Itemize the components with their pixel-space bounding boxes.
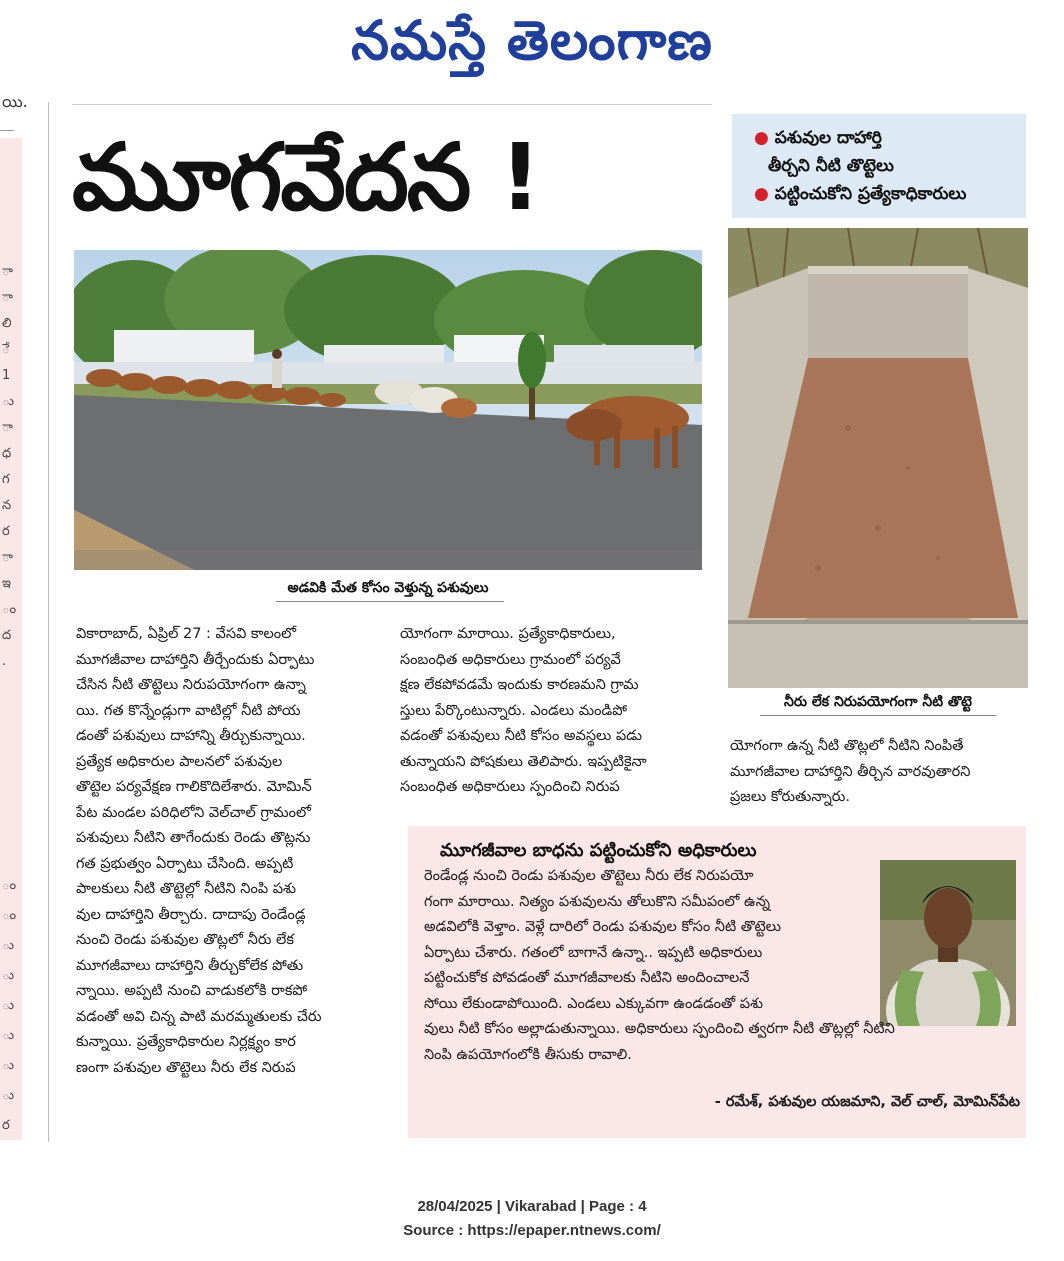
quote-signature: - రమేశ్, పశువుల యజమాని, వెల్ చాల్, మోమిన్‌పేట bbox=[714, 1094, 1020, 1110]
article-line: కున్నాయి. ప్రత్యేకాధికారుల నిర్లక్ష్యం కార bbox=[76, 1034, 296, 1050]
footer-edition-info: 28/04/2025 | Vikarabad | Page : 4 bbox=[417, 1198, 647, 1215]
left-column-glyph: ు bbox=[2, 394, 15, 409]
cattle-photo-illustration bbox=[74, 250, 702, 570]
article-line: వడంతో అవి చిన్న పాటి మరమ్మతులకు చేరు bbox=[76, 1008, 322, 1025]
highlight-item bbox=[754, 184, 966, 208]
bullet-icon: ● bbox=[754, 128, 769, 148]
article-line: మూగజీవాల దాహార్తిని తీర్చిన వారవుతారని bbox=[730, 763, 971, 780]
article-line: క్షణ లేకపోవడమే ఇందుకు కారణమని గ్రామ bbox=[400, 677, 639, 693]
quote-line: సోయి లేకుండాపోయింది. ఎండలు ఎక్కువగా ఉండడంతో పశు bbox=[424, 995, 764, 1012]
cattle-photo bbox=[74, 250, 702, 570]
highlight-text: పశువుల దాహార్తి bbox=[774, 128, 882, 148]
left-column-glyph: ఇ bbox=[2, 576, 11, 591]
highlight-text: తీర్చని నీటి తొట్టెలు bbox=[768, 156, 894, 176]
trough-photo-illustration bbox=[728, 228, 1028, 688]
highlight-item bbox=[754, 128, 882, 152]
article-column-3 bbox=[730, 734, 1026, 811]
left-column-glyph: ు bbox=[2, 968, 15, 983]
highlight-item bbox=[768, 156, 894, 180]
left-column-glyph: ా bbox=[2, 290, 13, 305]
quote-line: రెండేండ్ల నుంచి రెండు పశువుల తొట్టెలు నీరు లేక నిరుపయో bbox=[424, 868, 754, 884]
article-line: సంబంధిత అధికారులు గ్రామంలో పర్యవే bbox=[400, 651, 621, 668]
article-line: తొట్టెల పర్యవేక్షణ గాలికొదిలేశారు. మోమిన్ bbox=[76, 779, 312, 795]
article-line: స్తులు పేర్కొంటున్నారు. ఎండలు మండిపో bbox=[400, 702, 627, 719]
trough-photo bbox=[728, 228, 1028, 688]
article-line: చేసిన నీటి తొట్టెలు నిరుపయోగంగా ఉన్నా bbox=[76, 677, 306, 693]
left-column-glyph: లి bbox=[2, 316, 12, 331]
cattle-photo-caption: అడవికి మేత కోసం వెళ్తున్న పశువులు bbox=[287, 580, 489, 596]
article-line: ప్రజలు కోరుతున్నారు. bbox=[730, 789, 850, 805]
article-line: డంతో పశువులు దాహాన్ని తీర్చుకున్నాయి. bbox=[76, 728, 306, 744]
quote-line: అడవిలోకి వెళ్తాం. వెళ్లే దారిలో రెండు పశువుల కోసం నీటి తొట్టెలు bbox=[424, 919, 781, 935]
left-column-glyph: ం bbox=[2, 908, 17, 923]
left-column-glyph: ధ bbox=[2, 446, 12, 461]
quote-line: వులు నీటి కోసం అల్లాడుతున్నాయి. అధికారులు స్పందించి త్వరగా నీటి తొట్లల్లో నీటిని bbox=[424, 1021, 895, 1037]
article-line: గత ప్రభుత్వం ఏర్పాటు చేసింది. అప్పటి bbox=[76, 855, 294, 872]
article-line: తున్నాయని పోషకులు తెలిపారు. ఇప్పటికైనా bbox=[400, 753, 647, 770]
article-line: సంబంధిత అధికారులు స్పందించి నిరుప bbox=[400, 779, 620, 795]
herder-portrait bbox=[880, 860, 1016, 1026]
caption-underline bbox=[760, 715, 996, 716]
article-line: మూగజీవాల దాహార్తిని తీర్చేందుకు ఏర్పాటు bbox=[76, 651, 315, 668]
quote-line: గంగా మారాయి. నిత్యం పశువులను తోలుకొని సమీపంలో ఉన్న bbox=[424, 893, 771, 910]
quote-line: ఏర్పాటు చేశారు. గతంలో బాగానే ఉన్నా.. ఇప్పటి అధికారులు bbox=[424, 944, 763, 961]
footer-source-link[interactable]: Source : https://epaper.ntnews.com/ bbox=[403, 1222, 661, 1239]
article-line: యోగంగా ఉన్న నీటి తొట్లలో నీటిని నింపితే bbox=[730, 738, 964, 754]
article-line: వుల దాహార్తిని తీర్చారు. దాదాపు రెండేండ్ల bbox=[76, 906, 306, 923]
left-column-glyph: ా bbox=[2, 420, 13, 435]
left-column-glyph: ు bbox=[2, 1028, 15, 1043]
top-rule bbox=[72, 104, 712, 105]
left-column-glyph: ా bbox=[2, 550, 13, 565]
left-column-glyph: ు bbox=[2, 1088, 15, 1103]
left-column-glyph: ా bbox=[2, 264, 13, 279]
article-line: పాలకులు నీటి తొట్టెల్లో నీటిని నింపి పశు bbox=[76, 881, 297, 897]
highlights-box bbox=[732, 114, 1026, 218]
article-line: యి. గత కొన్నేండ్లుగా వాటిల్లో నీటి పోయ bbox=[76, 702, 301, 719]
masthead-logo: నమస్తే తెలంగాణ bbox=[351, 8, 713, 72]
left-column-glyph: ం bbox=[2, 878, 17, 893]
herder-portrait-illustration bbox=[880, 860, 1016, 1026]
left-column-rule bbox=[0, 130, 14, 131]
left-column-glyph: ు bbox=[2, 938, 15, 953]
bullet-icon: ● bbox=[754, 184, 769, 204]
caption-underline bbox=[276, 601, 504, 602]
trough-photo-caption: నీరు లేక నిరుపయోగంగా నీటి తొట్టె bbox=[784, 694, 972, 710]
column-divider bbox=[48, 102, 49, 1142]
article-line: న్నాయి. అప్పటి నుంచి వాడుకలోకి రాకపో bbox=[76, 983, 308, 999]
article-line: ప్రత్యేక అధికారుల పాలనలో పశువుల bbox=[76, 753, 283, 770]
article-line: ణంగా పశువుల తొట్టెలు నీరు లేక నిరుప bbox=[76, 1059, 296, 1076]
left-column-glyph: గ bbox=[2, 472, 10, 487]
article-line: వికారాబాద్, ఏప్రిల్ 27 : వేసవి కాలంలో bbox=[76, 626, 297, 642]
left-column-glyph: ర bbox=[2, 1118, 10, 1133]
quote-line: పట్టించుకోక పోవడంతో మూగజీవాలకు నీటిని అందించాలనే bbox=[424, 970, 750, 986]
left-column-fragment-top: యి. bbox=[2, 92, 28, 111]
left-column-glyph: . bbox=[2, 654, 7, 669]
left-column-glyph: న bbox=[2, 498, 12, 513]
article-column-2 bbox=[400, 622, 704, 801]
quote-line: నింపి ఉపయోగంలోకి తీసుకు రావాలి. bbox=[424, 1046, 632, 1063]
left-column-glyph: ే bbox=[2, 342, 10, 357]
article-line: వడంతో పశువులు నీటి కోసం అవస్థలు పడు bbox=[400, 728, 642, 744]
article-line: పశువులు నీటిని తాగేందుకు రెండు తొట్లను bbox=[76, 830, 311, 846]
left-column-glyph: ు bbox=[2, 998, 15, 1013]
left-column-glyph: ం bbox=[2, 602, 17, 617]
quote-title: మూగజీవాల బాధను పట్టించుకోని అధికారులు bbox=[440, 840, 757, 861]
article-line: పేట మండల పరిధిలోని వెల్‌చాల్ గ్రామంలో bbox=[76, 804, 311, 821]
left-column-glyph: ు bbox=[2, 1058, 15, 1073]
left-column-glyph: 1 bbox=[2, 368, 11, 383]
highlight-text: పట్టించుకోని ప్రత్యేకాధికారులు bbox=[774, 184, 967, 204]
left-column-strip bbox=[0, 138, 22, 1140]
headline: మూగవేదన ! bbox=[72, 124, 540, 231]
article-line: నుంచి రెండు పశువుల తొట్లలో నీరు లేక bbox=[76, 932, 294, 948]
article-line: మూగజీవాలు దాహార్తిని తీర్చుకోలేక పోతు bbox=[76, 957, 304, 974]
article-line: యోగంగా మారాయి. ప్రత్యేకాధికారులు, bbox=[400, 626, 616, 642]
article-column-1 bbox=[76, 622, 386, 1081]
left-column-glyph: ర bbox=[2, 524, 10, 539]
left-column-glyph: ద bbox=[2, 628, 12, 643]
